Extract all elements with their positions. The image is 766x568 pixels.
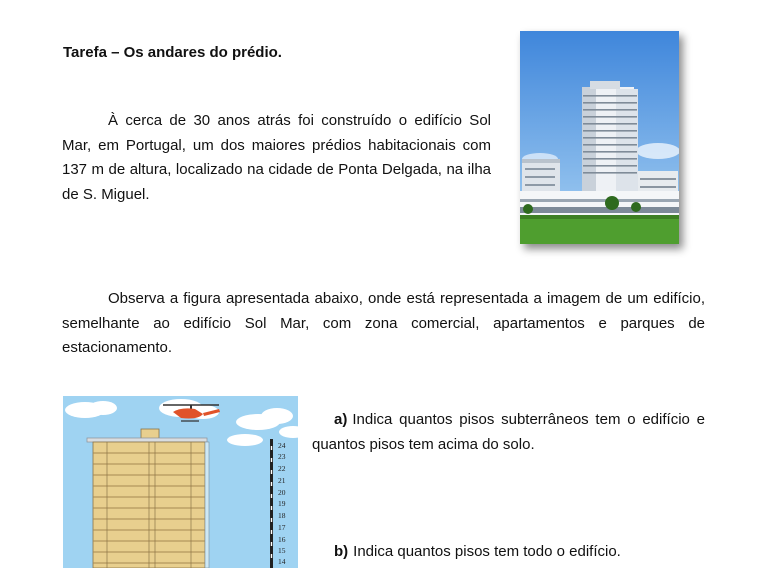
floor-label: 19 — [278, 499, 286, 508]
task-title: Tarefa – Os andares do prédio. — [63, 44, 282, 61]
floor-label: 22 — [278, 464, 286, 473]
floor-label: 18 — [278, 511, 286, 520]
floor-label: 23 — [278, 452, 286, 461]
floor-label: 24 — [278, 441, 286, 450]
question-a — [312, 408, 705, 457]
question-a-label: a) — [334, 411, 348, 428]
question-b-label: b) — [334, 543, 349, 560]
building-floors-diagram — [63, 396, 298, 568]
floor-label: 21 — [278, 476, 286, 485]
intro-paragraph: À cerca de 30 anos atrás foi construído o edifício Sol Mar, em Portugal, um dos maiores prédios habitacionais com 137 m de altura, localizado na cidade de Ponta Delgada, na ilha de S. Miguel. — [62, 112, 491, 203]
floor-label: 15 — [278, 546, 286, 555]
observe-paragraph: Observa a figura apresentada abaixo, onde está representada a imagem de um edifício, semelhante ao edifício Sol Mar, com zona comercial, apartamentos e parques de estacionamento. — [62, 290, 705, 356]
question-b — [334, 540, 714, 565]
floor-label: 14 — [278, 557, 286, 566]
question-a-text: Indica quantos pisos subterrâneos tem o edifício e quantos pisos tem acima do solo. — [312, 411, 705, 453]
sol-mar-building-photo — [520, 31, 679, 244]
question-b-text: Indica quantos pisos tem todo o edifício. — [353, 543, 621, 560]
floor-label: 17 — [278, 523, 286, 532]
floor-label: 20 — [278, 488, 286, 497]
floor-label: 16 — [278, 535, 286, 544]
